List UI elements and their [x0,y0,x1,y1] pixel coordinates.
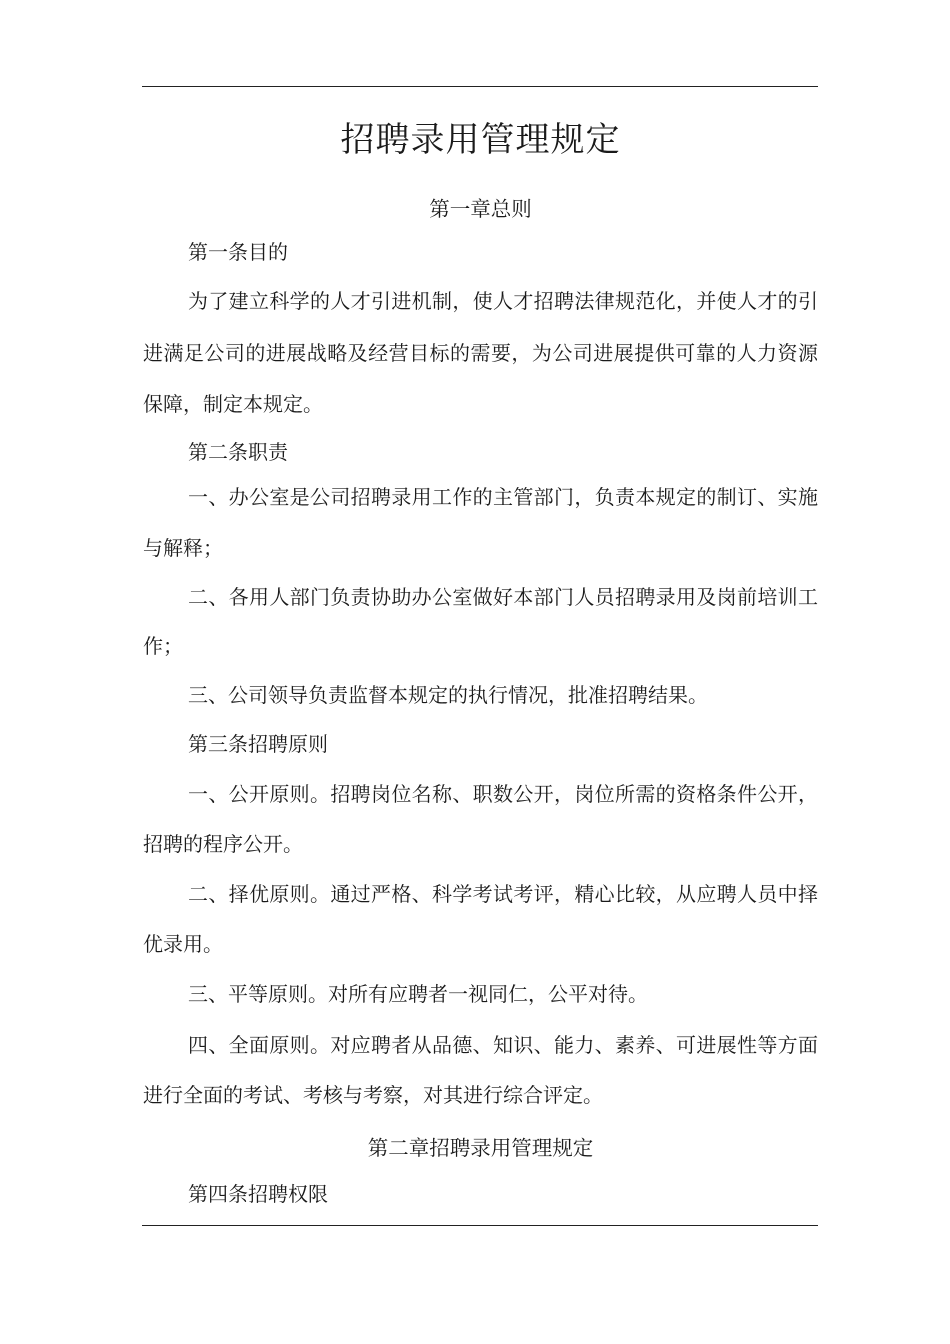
chapter-2-heading: 第二章招聘录用管理规定 [367,1136,594,1160]
article-3-line-6: 四、全面原则。对应聘者从品德、知识、能力、素养、可进展性等方面 [188,1033,818,1057]
article-2-line-5: 三、公司领导负责监督本规定的执行情况，批准招聘结果。 [188,683,708,707]
article-3-heading: 第三条招聘原则 [188,732,328,756]
article-3-line-4: 优录用。 [143,932,223,956]
article-4-heading: 第四条招聘权限 [188,1182,328,1206]
article-2-line-3: 二、各用人部门负责协助办公室做好本部门人员招聘录用及岗前培训工 [188,585,818,609]
article-2-line-2: 与解释； [143,536,223,560]
document-title: 招聘录用管理规定 [340,120,621,160]
article-3-line-2: 招聘的程序公开。 [143,832,303,856]
article-3-line-7: 进行全面的考试、考核与考察，对其进行综合评定。 [143,1083,603,1107]
article-3-line-3: 二、择优原则。通过严格、科学考试考评，精心比较，从应聘人员中择 [188,882,818,906]
article-1-line-3: 保障，制定本规定。 [143,392,323,416]
footer-rule [142,1225,818,1226]
article-3-line-5: 三、平等原则。对所有应聘者一视同仁，公平对待。 [188,982,648,1006]
article-3-line-1: 一、公开原则。招聘岗位名称、职数公开，岗位所需的资格条件公开， [188,782,818,806]
article-2-line-1: 一、办公室是公司招聘录用工作的主管部门，负责本规定的制订、实施 [188,485,818,509]
article-1-line-2: 进满足公司的进展战略及经营目标的需要，为公司进展提供可靠的人力资源 [143,341,818,365]
article-1-heading: 第一条目的 [188,240,288,264]
chapter-1-heading: 第一章总则 [429,197,532,221]
header-rule [142,86,818,87]
article-2-line-4: 作； [143,634,183,658]
article-1-line-1: 为了建立科学的人才引进机制，使人才招聘法律规范化，并使人才的引 [188,289,818,313]
article-2-heading: 第二条职责 [188,440,288,464]
